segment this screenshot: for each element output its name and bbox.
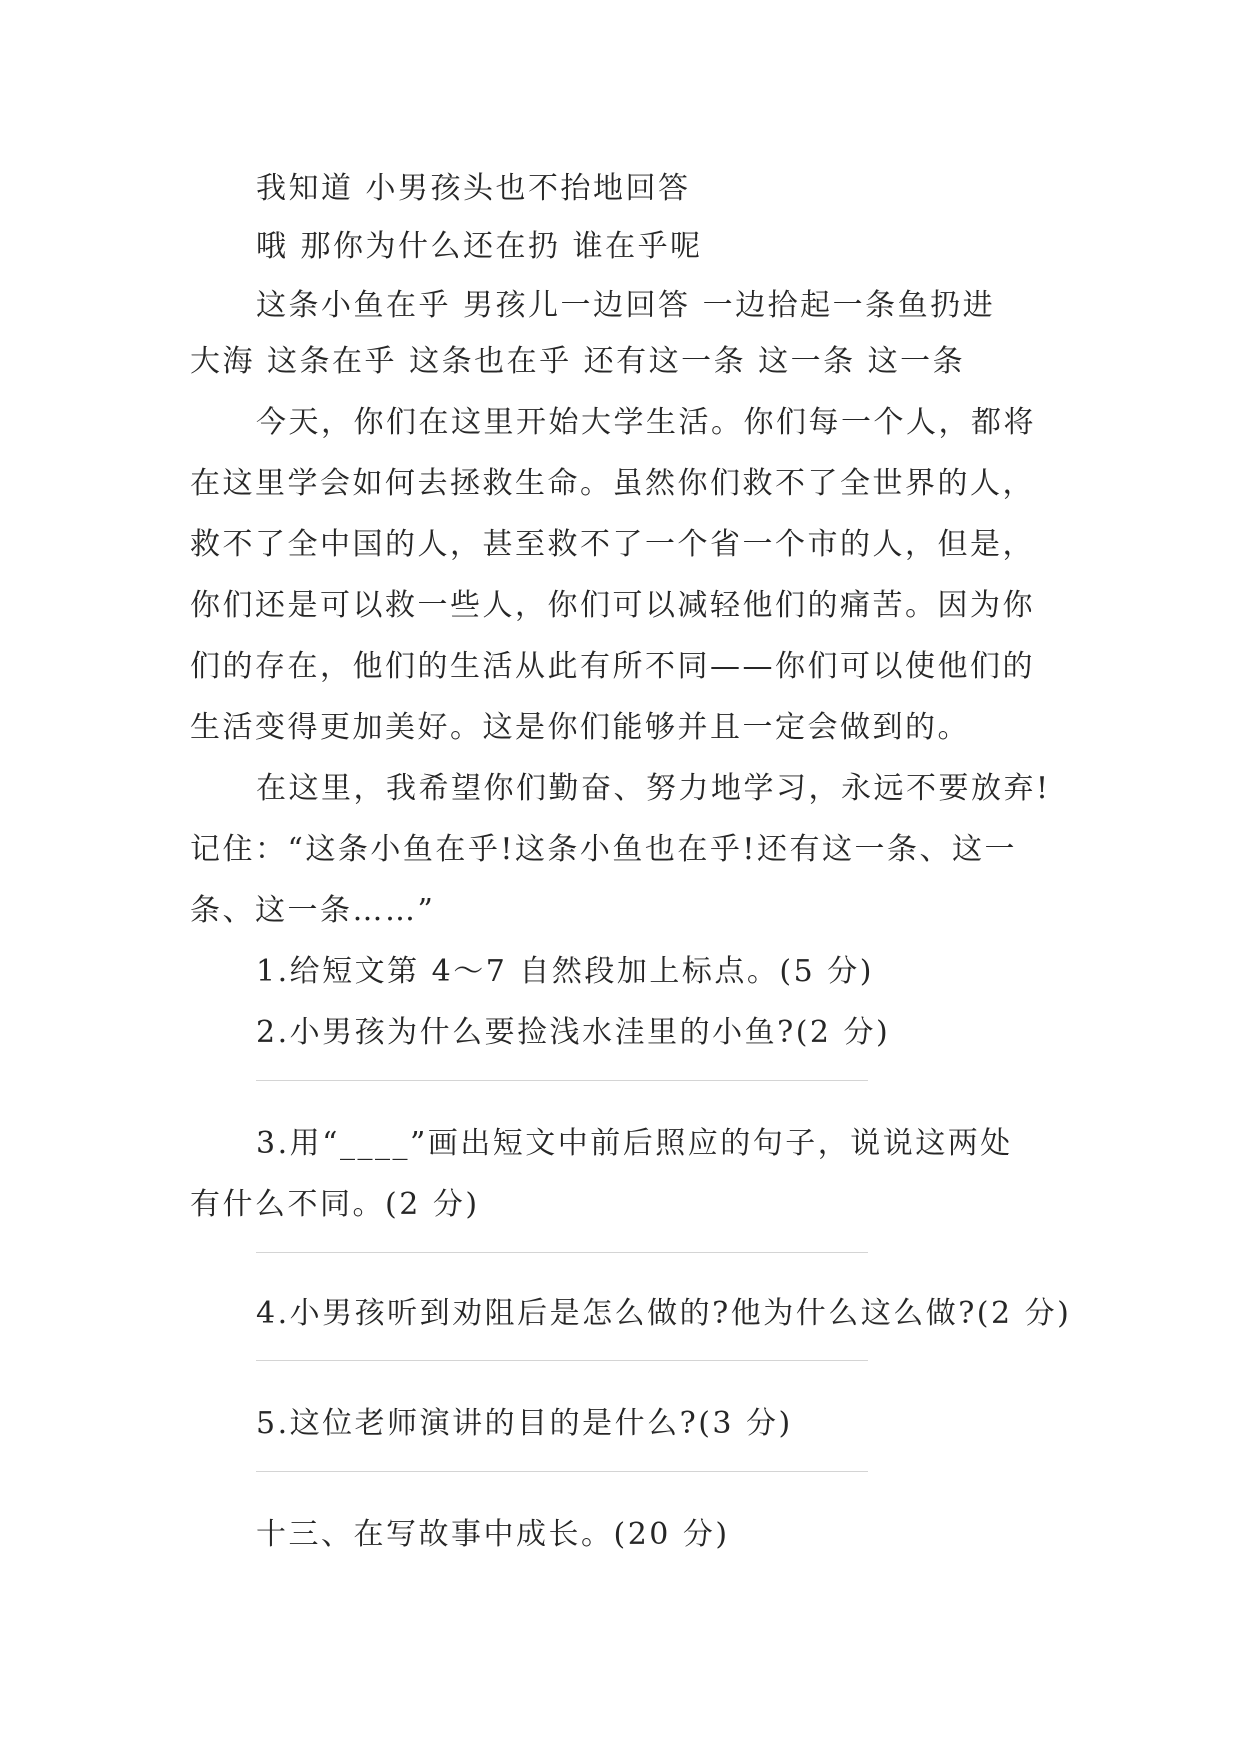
answer-line-q5 [256, 1471, 868, 1472]
question-4: 4.小男孩听到劝阻后是怎么做的?他为什么这么做?(2 分) [256, 1296, 1072, 1331]
dialogue-line-2: 哦 那你为什么还在扔 谁在乎呢 [256, 229, 703, 264]
question-2: 2.小男孩为什么要捡浅水洼里的小鱼?(2 分) [256, 1015, 891, 1050]
answer-line-q2 [256, 1080, 868, 1081]
paragraph-hope-line-3: 条、这一条……” [190, 893, 436, 928]
paragraph-today-line-5: 们的存在，他们的生活从此有所不同——你们可以使他们的 [190, 649, 1035, 684]
question-3-line-1: 3.用“____”画出短文中前后照应的句子，说说这两处 [256, 1126, 1013, 1161]
paragraph-today-line-3: 救不了全中国的人，甚至救不了一个省一个市的人，但是， [190, 527, 1035, 562]
question-3-line-2: 有什么不同。(2 分) [190, 1187, 480, 1222]
paragraph-hope-line-2: 记住：“这条小鱼在乎!这条小鱼也在乎!还有这一条、这一 [190, 832, 1017, 867]
paragraph-today-line-1: 今天，你们在这里开始大学生活。你们每一个人，都将 [256, 405, 1036, 440]
paragraph-fish-line-2: 大海 这条在乎 这条也在乎 还有这一条 这一条 这一条 [190, 344, 966, 379]
question-1: 1.给短文第 4～7 自然段加上标点。(5 分) [256, 954, 874, 989]
paragraph-today-line-4: 你们还是可以救一些人，你们可以减轻他们的痛苦。因为你 [190, 588, 1035, 623]
paragraph-today-line-2: 在这里学会如何去拯救生命。虽然你们救不了全世界的人， [190, 466, 1035, 501]
dialogue-line-1: 我知道 小男孩头也不抬地回答 [256, 171, 691, 206]
answer-line-q3 [256, 1252, 868, 1253]
paragraph-fish-line-1: 这条小鱼在乎 男孩儿一边回答 一边拾起一条鱼扔进 [256, 288, 996, 323]
answer-line-q4 [256, 1360, 868, 1361]
section-13-heading: 十三、在写故事中成长。(20 分) [256, 1517, 730, 1552]
paragraph-hope-line-1: 在这里，我希望你们勤奋、努力地学习，永远不要放弃! [256, 771, 1051, 806]
paragraph-today-line-6: 生活变得更加美好。这是你们能够并且一定会做到的。 [190, 710, 970, 745]
question-5: 5.这位老师演讲的目的是什么?(3 分) [256, 1406, 793, 1441]
